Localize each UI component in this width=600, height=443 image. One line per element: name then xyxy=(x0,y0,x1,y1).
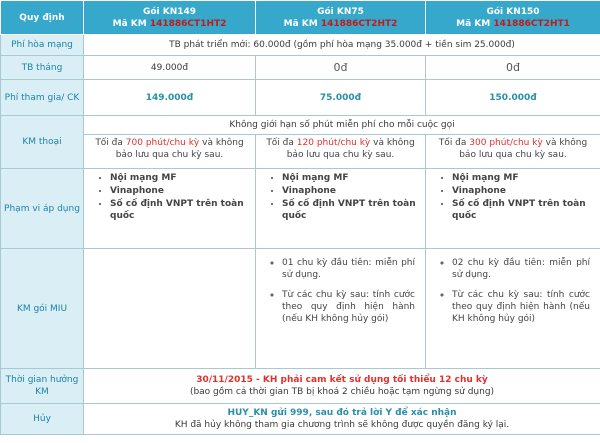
promo-code: 141886CT2HT2 xyxy=(320,18,398,29)
header-row xyxy=(1,1,600,35)
promo-code-prefix: Mã KM xyxy=(456,18,494,29)
scope-list xyxy=(426,169,600,222)
package-name: Gói KN75 xyxy=(317,6,364,17)
package-name: Gói KN150 xyxy=(486,6,540,17)
scope-kn149 xyxy=(84,169,256,249)
voice-pre: Tối đa xyxy=(266,138,297,148)
miu-promo-kn75 xyxy=(256,249,426,369)
monthly-fee-kn150: 0đ xyxy=(426,56,600,80)
voice-pre: Tối đa xyxy=(95,138,126,148)
row-activation-fee xyxy=(1,35,600,56)
row-cancel xyxy=(1,404,600,435)
cancel-line1: HUY_KN gửi 999, sau đó trả lời Y để xác nhận xyxy=(227,408,457,418)
row-join-fee xyxy=(1,80,600,116)
join-fee-kn149: 149.000đ xyxy=(84,80,256,116)
miu-promo-kn150 xyxy=(426,249,600,369)
miu-item: ◦ 01 chu kỳ đầu tiên: miễn phí sử dụng. xyxy=(282,257,415,281)
label-promo-period: Thời gian hưởng KM xyxy=(1,369,84,404)
row-scope xyxy=(1,169,600,249)
voice-minutes: 300 phút/chu kỳ xyxy=(469,138,543,148)
label-activation-fee: Phí hòa mạng xyxy=(1,35,84,56)
label-join-fee: Phí tham gia/ CK xyxy=(1,80,84,116)
join-fee-kn150: 150.000đ xyxy=(426,80,600,116)
miu-list xyxy=(426,249,600,325)
miu-item: ◦ Từ các chu kỳ sau: tính cước theo quy định hiện hành (nếu KH không hủy gói) xyxy=(452,289,590,325)
join-fee-kn75: 75.000đ xyxy=(256,80,426,116)
row-promo-period xyxy=(1,369,600,404)
monthly-fee-kn75: 0đ xyxy=(256,56,426,80)
voice-post: và không bảo lưu qua chu kỳ sau. xyxy=(115,138,244,160)
miu-list xyxy=(256,249,425,325)
scope-kn75 xyxy=(256,169,426,249)
promo-period-line1: 30/11/2015 - KH phải cam kết sử dụng tối thiểu 12 chu kỳ xyxy=(196,375,488,385)
label-miu-promo: KM gói MIU xyxy=(1,249,84,369)
promo-period-value xyxy=(84,369,600,404)
promo-code: 141886CT2HT1 xyxy=(493,18,570,29)
row-miu-promo xyxy=(1,249,600,369)
row-voice-promo-top xyxy=(1,116,600,135)
miu-promo-kn149 xyxy=(84,249,256,369)
scope-item: • Số cố định VNPT trên toàn quốc xyxy=(110,198,255,222)
scope-item: • Số cố định VNPT trên toàn quốc xyxy=(282,198,425,222)
promo-period-line2: (bao gồm cả thời gian TB bị khoá 2 chiều hoặc tạm ngừng sử dụng) xyxy=(189,387,495,397)
header-regulation: Quy định xyxy=(1,1,84,35)
label-voice-promo: KM thoại xyxy=(1,116,84,169)
promo-code-prefix: Mã KM xyxy=(112,18,150,29)
package-name: Gói KN149 xyxy=(142,6,197,17)
row-voice-promo-cells xyxy=(1,135,600,169)
cancel-line2: KH đã hủy không tham gia chương trình sẽ không được quyền đăng ký lại. xyxy=(174,420,510,430)
voice-promo-kn150 xyxy=(426,135,600,169)
miu-item: ◦ Từ các chu kỳ sau: tính cước theo quy định hiện hành (nếu KH không hủy gói) xyxy=(282,289,415,325)
promo-code: 141886CT1HT2 xyxy=(149,18,227,29)
voice-post: và không bảo lưu qua chu kỳ sau. xyxy=(286,138,415,160)
activation-fee-value: TB phát triển mới: 60.000đ (gồm phí hòa mạng 35.000đ + tiền sim 25.000đ) xyxy=(84,35,600,56)
scope-kn150 xyxy=(426,169,600,249)
voice-promo-kn149 xyxy=(84,135,256,169)
scope-item: • Vinaphone xyxy=(452,185,600,197)
promo-code-line xyxy=(84,18,255,30)
voice-pre: Tối đa xyxy=(438,138,470,148)
promo-code-line xyxy=(256,18,425,30)
label-cancel: Hủy xyxy=(1,404,84,435)
voice-minutes: 120 phút/chu kỳ xyxy=(296,138,371,148)
scope-list xyxy=(256,169,425,222)
scope-item: • Vinaphone xyxy=(110,185,255,197)
label-monthly-fee: TB tháng xyxy=(1,56,84,80)
promo-code-line xyxy=(426,18,600,30)
promo-code-prefix: Mã KM xyxy=(283,18,321,29)
scope-item: • Nội mạng MF xyxy=(452,172,600,184)
scope-item: • Nội mạng MF xyxy=(110,172,255,184)
header-package-kn149 xyxy=(84,1,256,35)
miu-item: ◦ 02 chu kỳ đầu tiên: miễn phí sử dụng. xyxy=(452,257,590,281)
scope-item: • Nội mạng MF xyxy=(282,172,425,184)
label-scope: Phạm vi áp dụng xyxy=(1,169,84,249)
voice-promo-kn75 xyxy=(256,135,426,169)
scope-item: • Vinaphone xyxy=(282,185,425,197)
scope-list xyxy=(84,169,255,222)
header-package-kn150 xyxy=(426,1,600,35)
voice-minutes: 700 phút/chu kỳ xyxy=(125,138,200,148)
cancel-value xyxy=(84,404,600,435)
row-monthly-fee xyxy=(1,56,600,80)
voice-post: và không bảo lưu qua chu kỳ sau. xyxy=(459,138,588,160)
header-package-kn75 xyxy=(256,1,426,35)
voice-promo-unlimited: Không giới hạn số phút miễn phí cho mỗi cuộc gọi xyxy=(84,116,600,135)
scope-item: • Số cố định VNPT trên toàn quốc xyxy=(452,198,600,222)
monthly-fee-kn149: 49.000đ xyxy=(84,56,256,80)
